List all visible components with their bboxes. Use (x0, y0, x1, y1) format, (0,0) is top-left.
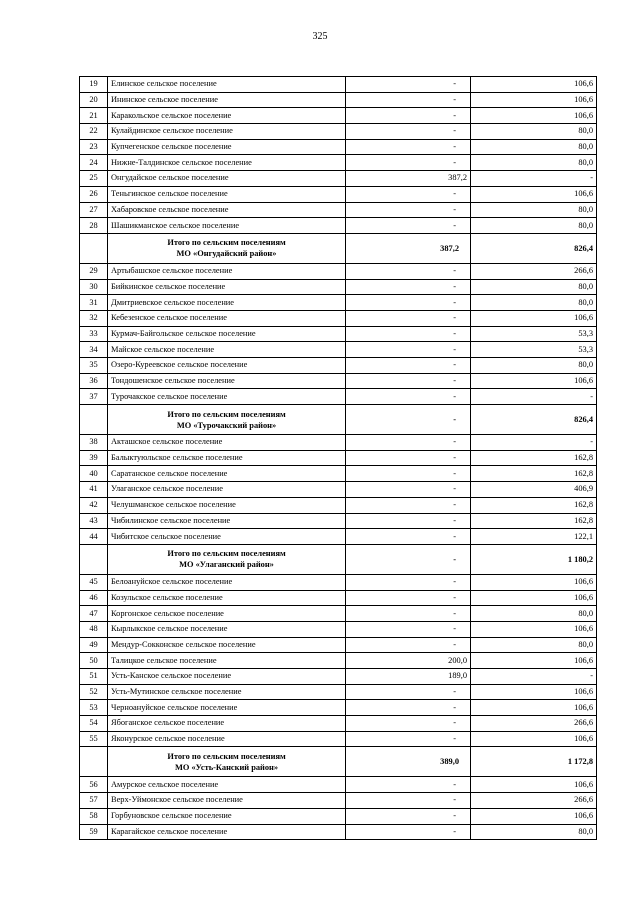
subtotal-label (108, 544, 346, 574)
row-number: 29 (80, 263, 108, 279)
settlement-name: Улаганское сельское поселение (108, 482, 346, 498)
row-number: 20 (80, 92, 108, 108)
settlement-name: Саратанское сельское поселение (108, 466, 346, 482)
subtotal-label-line2: МО «Усть-Канский район» (174, 762, 279, 772)
subtotal-value-b: 826,4 (471, 405, 597, 435)
settlement-name: Черноануйское сельское поселение (108, 700, 346, 716)
subtotal-row (80, 747, 597, 777)
table-row (80, 606, 597, 622)
value-a: - (346, 389, 471, 405)
row-number: 36 (80, 373, 108, 389)
value-a: 200,0 (346, 653, 471, 669)
value-b: 106,6 (471, 77, 597, 93)
value-a: - (346, 606, 471, 622)
settlement-name: Белоануйское сельское поселение (108, 574, 346, 590)
row-number: 42 (80, 497, 108, 513)
row-number: 44 (80, 529, 108, 545)
value-b: 106,6 (471, 373, 597, 389)
row-number: 46 (80, 590, 108, 606)
subtotal-label-line2: МО «Улаганский район» (179, 560, 274, 570)
settlement-name: Онгудайское сельское поселение (108, 171, 346, 187)
row-number: 48 (80, 621, 108, 637)
table-row (80, 466, 597, 482)
table-row (80, 637, 597, 653)
row-number: 38 (80, 435, 108, 451)
value-a: - (346, 310, 471, 326)
row-number: 27 (80, 202, 108, 218)
value-b: 53,3 (471, 326, 597, 342)
value-a: - (346, 263, 471, 279)
table-row (80, 669, 597, 685)
subtotal-value-b: 1 172,8 (471, 747, 597, 777)
settlement-name: Яконурское сельское поселение (108, 731, 346, 747)
value-b: 80,0 (471, 606, 597, 622)
value-b: 80,0 (471, 358, 597, 374)
settlement-name: Дмитриевское сельское поселение (108, 295, 346, 311)
settlement-name: Кулайдинское сельское поселение (108, 124, 346, 140)
table-row (80, 684, 597, 700)
subtotal-label-line2: МО «Турочакский район» (176, 420, 277, 430)
subtotal-value-a: 389,0 (346, 747, 471, 777)
value-a: - (346, 77, 471, 93)
row-number: 39 (80, 450, 108, 466)
row-number: 35 (80, 358, 108, 374)
row-number: 33 (80, 326, 108, 342)
value-b: 266,6 (471, 793, 597, 809)
value-a: - (346, 529, 471, 545)
row-number: 51 (80, 669, 108, 685)
value-b: 266,6 (471, 263, 597, 279)
value-b: - (471, 435, 597, 451)
subtotal-label-line2: МО «Онгудайский район» (176, 249, 277, 259)
table-row (80, 450, 597, 466)
settlement-name: Балыктуюльское сельское поселение (108, 450, 346, 466)
settlement-name: Мендур-Сокконское сельское поселение (108, 637, 346, 653)
row-number: 57 (80, 793, 108, 809)
value-a: - (346, 513, 471, 529)
page-number: 325 (312, 31, 328, 42)
table-row (80, 824, 597, 840)
value-b: 80,0 (471, 637, 597, 653)
table-body (80, 77, 597, 840)
table-row (80, 139, 597, 155)
value-a: - (346, 700, 471, 716)
value-a: - (346, 108, 471, 124)
settlement-name: Каракольское сельское поселение (108, 108, 346, 124)
table-row (80, 777, 597, 793)
settlement-name: Усть-Мутинское сельское поселение (108, 684, 346, 700)
value-a: - (346, 731, 471, 747)
value-b: 106,6 (471, 590, 597, 606)
row-number: 31 (80, 295, 108, 311)
value-b: 106,6 (471, 653, 597, 669)
settlements-table (79, 76, 597, 840)
row-number: 52 (80, 684, 108, 700)
settlement-name: Ининское сельское поселение (108, 92, 346, 108)
value-a: - (346, 279, 471, 295)
row-number: 19 (80, 77, 108, 93)
row-number: 40 (80, 466, 108, 482)
value-a: - (346, 139, 471, 155)
row-number: 26 (80, 186, 108, 202)
value-a: - (346, 92, 471, 108)
subtotal-label (108, 405, 346, 435)
value-a: - (346, 793, 471, 809)
settlement-name: Акташское сельское поселение (108, 435, 346, 451)
subtotal-row (80, 544, 597, 574)
settlement-name: Тондошенское сельское поселение (108, 373, 346, 389)
value-b: 106,6 (471, 92, 597, 108)
value-b: - (471, 171, 597, 187)
table-row (80, 186, 597, 202)
table-row (80, 310, 597, 326)
subtotal-label-line1: Итого по сельским поселениям (167, 238, 286, 248)
table-row (80, 482, 597, 498)
value-a: - (346, 637, 471, 653)
row-number: 37 (80, 389, 108, 405)
value-b: 80,0 (471, 824, 597, 840)
value-b: 80,0 (471, 202, 597, 218)
value-a: 387,2 (346, 171, 471, 187)
settlement-name: Шашикманское сельское поселение (108, 218, 346, 234)
row-number: 55 (80, 731, 108, 747)
value-b: 106,6 (471, 108, 597, 124)
settlement-name: Купчегенское сельское поселение (108, 139, 346, 155)
value-b: 106,6 (471, 808, 597, 824)
table-row (80, 263, 597, 279)
settlement-name: Верх-Уймонское сельское поселение (108, 793, 346, 809)
value-b: 106,6 (471, 684, 597, 700)
table-row (80, 171, 597, 187)
subtotal-label (108, 747, 346, 777)
settlement-name: Коргонское сельское поселение (108, 606, 346, 622)
subtotal-row (80, 405, 597, 435)
subtotal-value-a: 387,2 (346, 233, 471, 263)
row-number: 21 (80, 108, 108, 124)
value-a: - (346, 497, 471, 513)
value-a: - (346, 590, 471, 606)
settlement-name: Нижне-Талдинское сельское поселение (108, 155, 346, 171)
value-a: - (346, 824, 471, 840)
value-a: - (346, 808, 471, 824)
value-a: - (346, 124, 471, 140)
value-b: 162,8 (471, 497, 597, 513)
row-number: 41 (80, 482, 108, 498)
value-b: 406,9 (471, 482, 597, 498)
row-number: 25 (80, 171, 108, 187)
table-row (80, 574, 597, 590)
value-b: 106,6 (471, 700, 597, 716)
settlement-name: Озеро-Куреевское сельское поселение (108, 358, 346, 374)
subtotal-label-line1: Итого по сельским поселениям (167, 549, 286, 559)
value-b: 106,6 (471, 574, 597, 590)
row-number: 54 (80, 716, 108, 732)
value-b: 53,3 (471, 342, 597, 358)
value-b: 106,6 (471, 777, 597, 793)
settlement-name: Чибилинское сельское поселение (108, 513, 346, 529)
subtotal-value-b: 826,4 (471, 233, 597, 263)
value-b: 122,1 (471, 529, 597, 545)
value-b: 80,0 (471, 218, 597, 234)
settlement-name: Талицкое сельское поселение (108, 653, 346, 669)
settlement-name: Ябоганское сельское поселение (108, 716, 346, 732)
value-a: - (346, 155, 471, 171)
value-a: 189,0 (346, 669, 471, 685)
table-row (80, 590, 597, 606)
table-row (80, 653, 597, 669)
table-row (80, 92, 597, 108)
table-row (80, 716, 597, 732)
value-b: 162,8 (471, 466, 597, 482)
table-row (80, 435, 597, 451)
settlement-name: Теньгинское сельское поселение (108, 186, 346, 202)
value-a: - (346, 621, 471, 637)
table-row (80, 202, 597, 218)
row-number: 45 (80, 574, 108, 590)
row-number: 43 (80, 513, 108, 529)
settlement-name: Кырлыкское сельское поселение (108, 621, 346, 637)
row-number: 24 (80, 155, 108, 171)
value-b: 80,0 (471, 295, 597, 311)
table-row (80, 108, 597, 124)
table-row (80, 497, 597, 513)
subtotal-value-b: 1 180,2 (471, 544, 597, 574)
subtotal-label-line1: Итого по сельским поселениям (167, 751, 286, 761)
row-number: 30 (80, 279, 108, 295)
value-b: 106,6 (471, 621, 597, 637)
settlement-name: Кебезенское сельское поселение (108, 310, 346, 326)
row-number: 22 (80, 124, 108, 140)
row-number: 56 (80, 777, 108, 793)
value-b: 80,0 (471, 139, 597, 155)
subtotal-label (108, 233, 346, 263)
value-b: 106,6 (471, 731, 597, 747)
settlement-name: Чибитское сельское поселение (108, 529, 346, 545)
table-row (80, 342, 597, 358)
row-number: 58 (80, 808, 108, 824)
settlement-name: Карагайское сельское поселение (108, 824, 346, 840)
subtotal-spacer (80, 233, 108, 263)
settlement-name: Елинское сельское поселение (108, 77, 346, 93)
value-b: 80,0 (471, 155, 597, 171)
subtotal-spacer (80, 544, 108, 574)
table-row (80, 389, 597, 405)
value-a: - (346, 684, 471, 700)
settlement-name: Челушманское сельское поселение (108, 497, 346, 513)
row-number: 32 (80, 310, 108, 326)
row-number: 23 (80, 139, 108, 155)
subtotal-spacer (80, 747, 108, 777)
value-a: - (346, 482, 471, 498)
row-number: 28 (80, 218, 108, 234)
value-b: 106,6 (471, 186, 597, 202)
row-number: 53 (80, 700, 108, 716)
table-row (80, 513, 597, 529)
value-b: 162,8 (471, 513, 597, 529)
subtotal-spacer (80, 405, 108, 435)
settlement-name: Козульское сельское поселение (108, 590, 346, 606)
value-a: - (346, 435, 471, 451)
row-number: 59 (80, 824, 108, 840)
settlement-name: Хабаровское сельское поселение (108, 202, 346, 218)
subtotal-value-a: - (346, 544, 471, 574)
table-row (80, 124, 597, 140)
value-b: - (471, 669, 597, 685)
value-a: - (346, 326, 471, 342)
value-a: - (346, 777, 471, 793)
row-number: 49 (80, 637, 108, 653)
table-row (80, 793, 597, 809)
value-b: 162,8 (471, 450, 597, 466)
value-b: 266,6 (471, 716, 597, 732)
value-a: - (346, 218, 471, 234)
value-a: - (346, 574, 471, 590)
table-row (80, 279, 597, 295)
table-row (80, 529, 597, 545)
value-a: - (346, 295, 471, 311)
settlement-name: Амурское сельское поселение (108, 777, 346, 793)
row-number: 34 (80, 342, 108, 358)
row-number: 50 (80, 653, 108, 669)
subtotal-value-a: - (346, 405, 471, 435)
value-b: 106,6 (471, 310, 597, 326)
table-row (80, 77, 597, 93)
table-row (80, 218, 597, 234)
value-b: - (471, 389, 597, 405)
settlement-name: Усть-Канское сельское поселение (108, 669, 346, 685)
settlement-name: Курмач-Байгольское сельское поселение (108, 326, 346, 342)
settlement-name: Горбуновское сельское поселение (108, 808, 346, 824)
value-a: - (346, 358, 471, 374)
table-row (80, 700, 597, 716)
value-b: 80,0 (471, 279, 597, 295)
value-a: - (346, 450, 471, 466)
table-row (80, 621, 597, 637)
table-row (80, 326, 597, 342)
table-row (80, 358, 597, 374)
settlement-name: Майское сельское поселение (108, 342, 346, 358)
table-row (80, 808, 597, 824)
settlement-name: Артыбашское сельское поселение (108, 263, 346, 279)
value-a: - (346, 466, 471, 482)
row-number: 47 (80, 606, 108, 622)
value-a: - (346, 716, 471, 732)
table-row (80, 295, 597, 311)
table-row (80, 731, 597, 747)
table-row (80, 373, 597, 389)
value-a: - (346, 342, 471, 358)
settlement-name: Бийкинское сельское поселение (108, 279, 346, 295)
value-a: - (346, 186, 471, 202)
subtotal-row (80, 233, 597, 263)
table-row (80, 155, 597, 171)
value-a: - (346, 373, 471, 389)
value-b: 80,0 (471, 124, 597, 140)
value-a: - (346, 202, 471, 218)
subtotal-label-line1: Итого по сельским поселениям (167, 409, 286, 419)
settlement-name: Турочакское сельское поселение (108, 389, 346, 405)
